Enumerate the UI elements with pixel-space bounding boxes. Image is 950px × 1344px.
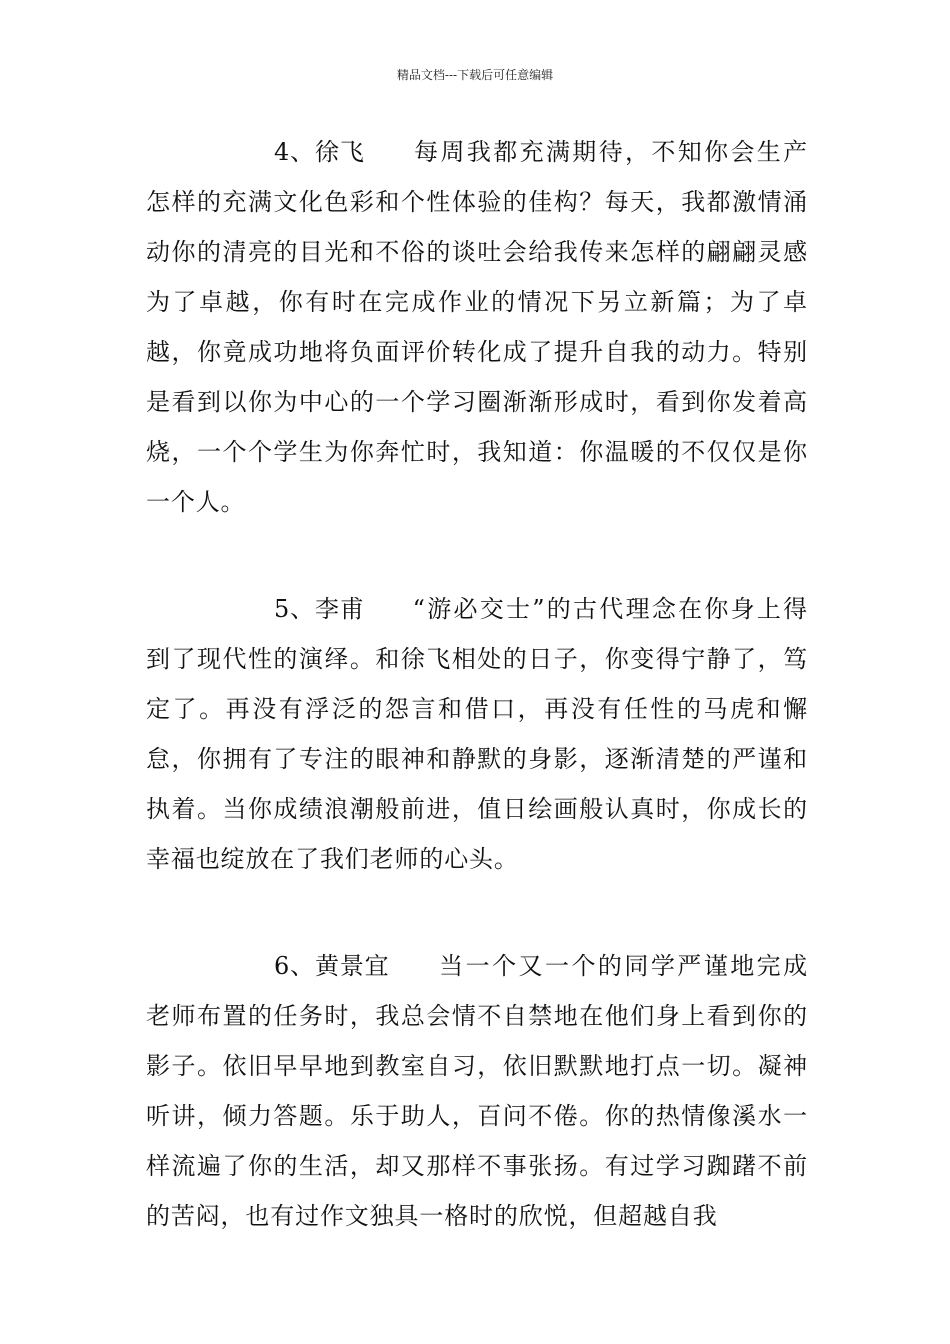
entry-text: 每周我都充满期待，不知你会生产怎样的充满文化色彩和个性体验的佳构？每天，我都激情涌动你的清亮的目光和不俗的谈吐会给我传来怎样的翩翩灵感为了卓越，你有时在完成作业的情况下另立新篇；为了卓越，你竟成功地将负面评价转化成了提升自我的动力。特别是看到以你为中心的一个学习圈渐渐形成时，看到你发着高烧，一个个学生为你奔忙时，我知道：你温暖的不仅仅是你一个人。 <box>146 138 808 516</box>
paragraph-entry-5 <box>146 584 808 884</box>
entry-text: “游必交士”的古代理念在你身上得到了现代性的演绎。和徐飞相处的日子，你变得宁静了，笃定了。再没有浮泛的怨言和借口，再没有任性的马虎和懈怠，你拥有了专注的眼神和静默的身影，逐渐清楚的严谨和执着。当你成绩浪潮般前进，值日绘画般认真时，你成长的幸福也绽放在了我们老师的心头。 <box>146 595 808 873</box>
document-body <box>146 127 808 1241</box>
entry-text: 当一个又一个的同学严谨地完成老师布置的任务时，我总会情不自禁地在他们身上看到你的影子。依旧早早地到教室自习，依旧默默地打点一切。凝神听讲，倾力答题。乐于助人，百问不倦。你的热情像溪水一样流遍了你的生活，却又那样不事张扬。有过学习踟躇不前的苦闷，也有过作文独具一格时的欣悦，但超越自我 <box>146 952 808 1230</box>
paragraph-entry-6 <box>146 941 808 1241</box>
entry-name: 4、徐飞 <box>274 138 365 166</box>
page-header: 精品文档---下载后可任意编辑 <box>396 68 554 82</box>
paragraph-entry-4 <box>146 127 808 527</box>
entry-name: 6、黄景宜 <box>274 952 390 980</box>
entry-name: 5、李甫 <box>274 595 365 623</box>
